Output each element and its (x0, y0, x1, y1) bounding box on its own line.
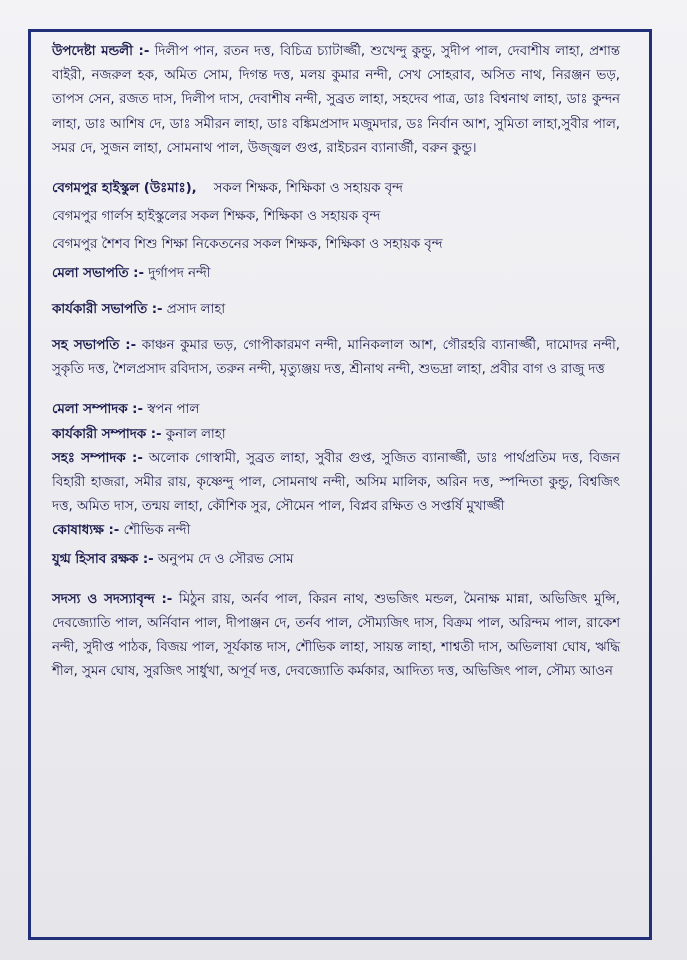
exec-secretary-label: কার্যকারী সম্পাদক :- (52, 426, 162, 442)
fair-president-line (52, 262, 620, 286)
vice-presidents-label: সহ সভাপতি :- (52, 338, 137, 354)
fair-president-name: দুর্গাপদ নন্দী (148, 265, 211, 281)
school3-line: বেগমপুর শৈশব শিশু শিক্ষা নিকেতনের সকল শিক্ষক, শিক্ষিকা ও সহায়ক বৃন্দ (52, 237, 443, 253)
members-names: মিঠুন রায়, অর্নব পাল, কিরন নাথ, শুভজিৎ মন্ডল, মৈনাক্ষ মান্না, অভিজিৎ মুন্সি, দেবজ্যোতি পাল, অর্নিবান পাল, দীপাঞ্জন দে, তর্নব পাল, সৌম্যজিৎ দাস, বিক্রম পাল, অরিন্দম পাল, রাকেশ নন্দী, সুদীপ্ত পাঠক, বিজয় পাল, সূর্যকান্ত দাস, শৌভিক লাহা, সায়ন্ত লাহা, শাশ্বতী দাস, অভিলাষা ঘোষ, ঋদ্ধি শীল, সুমন ঘোষ, সুরজিৎ সার্ধুখা, অপূর্ব দত্ত, দেবজ্যোতি কর্মকার, আদিত্য দত্ত, অভিজিৎ পাল, সৌম্য আওন (52, 591, 620, 680)
exec-president-label: কার্যকারী সভাপতি :- (52, 301, 163, 317)
fair-secretary-line (52, 398, 620, 422)
school2-line: বেগমপুর গার্লস হাইস্কুলের সকল শিক্ষক, শিক্ষিকা ও সহায়ক বৃন্দ (52, 209, 381, 225)
advisors-names: দিলীপ পান, রতন দত্ত, বিচিত্র চ্যাটার্জ্জী, শুখেন্দু কুন্ডু, সুদীপ পাল, দেবাশীষ লাহা, প্রশান্ত বাইরী, নজরুল হক, অমিত সোম, দিগন্ত দত্ত, মলয় কুমার নন্দী, সেখ সোহরাব, অসিত নাথ, নিরঞ্জন ভড়, তাপস সেন, রজত দাস, দিলীপ দাস, দেবাশীষ নন্দী, সুব্রত লাহা, সহদেব পাত্র, ডাঃ বিশ্বনাথ লাহা, ডাঃ কুন্দন লাহা, ডাঃ আশিষ দে, ডাঃ সমীরন লাহা, ডাঃ বঙ্কিমপ্রসাদ মজুমদার, ডঃ নির্বান আশ, সুমিতা লাহা,সুবীর পাল, সমর দে, সুজন লাহা, সোমনাথ পাল, উজ্জ্বল গুপ্ত, রাইচরন ব্যানার্জী, বরুন কুন্ডু। (52, 44, 620, 156)
advisors-section (52, 40, 620, 161)
treasurer-name: শৌভিক নন্দী (123, 523, 191, 539)
treasurer-label: কোষাধ্যক্ষ :- (52, 523, 120, 539)
exec-president-name: প্রসাদ লাহা (166, 301, 226, 317)
exec-secretary-line (52, 423, 620, 447)
asst-secretaries-label: সহঃ সম্পাদক :- (52, 450, 143, 466)
vice-presidents-names: কাঞ্চন কুমার ভড়, গোপীকারমণ নন্দী, মানিকলাল আশ, গৌরহরি ব্যানার্জ্জী, দামোদর নন্দী, সুকৃতি দত্ত, শৈলপ্রসাদ রবিদাস, তরুন নন্দী, মৃত্যুঞ্জয় দত্ত, শ্রীনাথ নন্দী, শুভদ্রা লাহা, প্রবীর বাগ ও রাজু দত্ত (52, 338, 621, 378)
committee-list (52, 40, 620, 685)
vice-presidents-section (52, 334, 620, 382)
joint-accounts-names: অনুপম দে ও সৌরভ সোম (157, 551, 294, 567)
treasurer-line (52, 519, 620, 543)
exec-president-line (52, 298, 620, 322)
exec-secretary-name: কুনাল লাহা (165, 426, 226, 442)
advisors-label: উপদেষ্টা মন্ডলী :- (52, 44, 150, 59)
joint-accounts-line (52, 548, 620, 572)
school1-staff: সকল শিক্ষক, শিক্ষিকা ও সহায়ক বৃন্দ (213, 181, 403, 197)
school1-name: বেগমপুর হাইস্কুল (উঃমাঃ), (52, 181, 197, 197)
school1-line (52, 177, 620, 201)
fair-secretary-label: মেলা সম্পাদক :- (52, 402, 143, 418)
members-label: সদস্য ও সদস্যাবৃন্দ :- (52, 591, 173, 607)
members-section (52, 588, 620, 685)
joint-accounts-label: যুগ্ম হিসাব রক্ষক :- (52, 551, 154, 567)
fair-president-label: মেলা সভাপতি :- (52, 265, 144, 281)
asst-secretaries-names: অলোক গোস্বামী, সুব্রত লাহা, সুবীর গুপ্ত, সুজিত ব্যানার্জ্জী, ডাঃ পার্থপ্রতিম দত্ত, বিজন বিহারী হাজরা, সমীর রায়, কৃষ্ণেন্দু পাল, সোমনাথ নন্দী, অসিম মালিক, অরিন দত্ত, স্পন্দিতা কুন্ডু, বিশ্বজিৎ দত্ত, অমিত দাস, তন্ময় লাহা, কৌশিক সুর, সৌমেন পাল, বিপ্লব রক্ষিত ও সপ্তর্ষি মুখার্জ্জী (52, 450, 620, 515)
asst-secretaries-section (52, 447, 620, 520)
fair-secretary-name: স্বপন পাল (147, 402, 200, 418)
